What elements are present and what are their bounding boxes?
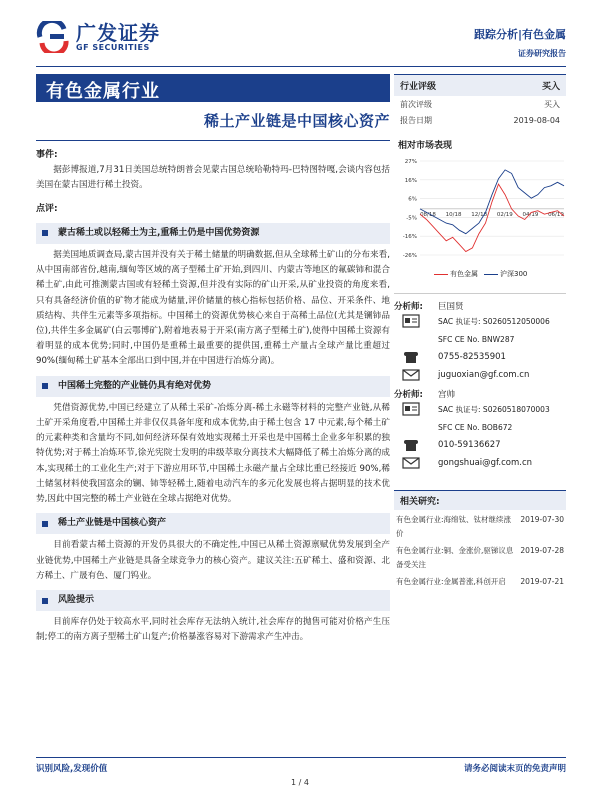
section-heading-text: 稀土产业链是中国核心资产 [58, 518, 167, 529]
related-date: 2019-07-21 [520, 577, 564, 586]
event-text: 据彭博报道,7月31日美国总统特朗普会见蒙古国总统哈勒特玛-巴特图特嘎,会谈内容包括美国在蒙古国进行稀土投资。 [36, 165, 390, 191]
section-paragraph: 目前看蒙古稀土资源的开发仍具很大的不确定性,中国已从稀土资源禀赋优势发展到全产业链优势,中国稀土产业链是具备全球竞争力的核心资产。建议关注:五矿稀土、盛和资源、北方稀土、广晟有色、厦门钨业。 [36, 540, 390, 581]
report-type: 跟踪分析|有色金属 [473, 28, 566, 41]
report-body [36, 146, 390, 646]
x-tick-label: 02/19 [496, 211, 513, 218]
gf-logo-icon [36, 21, 72, 53]
section-heading [36, 223, 390, 244]
prev-rating-value: 买入 [544, 99, 560, 109]
report-kind: 证券研究报告 [518, 49, 566, 58]
related-date: 2019-07-28 [520, 546, 564, 555]
related-title[interactable]: 有色金属行业:铜、金涨价,驱锑议息备受关注 [396, 546, 514, 569]
y-tick-label: 6% [408, 196, 417, 203]
related-title[interactable]: 有色金属行业:海绵钛、钛材继续涨价 [396, 515, 512, 538]
analyst-sac: SAC 执证号: S0260518070003 [438, 404, 550, 414]
legend-swatch [434, 274, 448, 275]
x-tick-label: 06/19 [548, 211, 564, 218]
phone-icon [398, 437, 424, 453]
section-heading [36, 513, 390, 534]
analyst-header [394, 293, 566, 312]
x-tick-label: 04/19 [522, 211, 539, 218]
market-perf-label: 相对市场表现 [398, 141, 453, 151]
section-heading-text: 风险提示 [58, 595, 95, 606]
analyst-header [394, 386, 566, 400]
analyst-phone-row [394, 436, 566, 454]
y-tick-label: -26% [402, 253, 417, 259]
comment-label: 点评: [36, 203, 58, 214]
page-title: 稀土产业链是中国核心资产 [203, 112, 390, 130]
id-card-icon [398, 313, 424, 329]
analyst-sfc-row [394, 330, 566, 348]
header-divider [36, 66, 566, 67]
analyst-email[interactable]: juguoxian@gf.com.cn [438, 370, 530, 380]
section-heading [36, 590, 390, 611]
analyst-label: 分析师: [394, 302, 423, 312]
id-card-icon [398, 401, 424, 417]
analyst-sfc: SFC CE No. BOB672 [438, 422, 513, 432]
logo-cn: 广发证券 [76, 20, 160, 45]
analyst-phone: 010-59136627 [438, 440, 501, 450]
x-tick-label: 08/18 [420, 211, 436, 218]
related-date: 2019-07-30 [520, 515, 564, 524]
analyst-name: 宫帅 [438, 390, 456, 400]
footer-slogan: 识别风险,发现价值 [36, 764, 108, 774]
mail-icon [398, 455, 424, 471]
relative-performance-chart [394, 155, 566, 283]
rating-header [394, 74, 566, 96]
bullet-square-icon [42, 598, 48, 604]
section-paragraph: 目前库存仍处于较高水平,同时社会库存无法纳入统计,社会库存的抛售可能对价格产生压制;停工的南方离子型稀土矿山复产;价格暴涨容易对下游需求产生冲击。 [36, 617, 390, 643]
report-date-label: 报告日期 [400, 115, 432, 125]
related-research-item[interactable] [394, 510, 566, 541]
analyst-sfc-row [394, 418, 566, 436]
analyst-phone: 0755-82535901 [438, 352, 506, 362]
analyst-label: 分析师: [394, 390, 423, 400]
analyst-email-row [394, 366, 566, 384]
report-date-value: 2019-08-04 [513, 115, 560, 125]
report-date-row [394, 112, 566, 128]
chart-svg [394, 155, 566, 267]
legend-item [434, 269, 478, 279]
title-divider [36, 140, 390, 141]
page-number: 1 / 4 [291, 778, 309, 787]
related-research-header: 相关研究: [394, 490, 566, 510]
phone-icon [398, 349, 424, 365]
section-heading-text: 中国稀土完整的产业链仍具有绝对优势 [58, 380, 212, 391]
bullet-square-icon [42, 521, 48, 527]
legend-item [484, 269, 527, 279]
legend-swatch [484, 274, 498, 275]
x-tick-label: 12/18 [471, 211, 488, 218]
rating-value: 买入 [541, 82, 560, 92]
chart-legend [434, 269, 527, 279]
x-tick-label: 10/18 [445, 211, 462, 218]
analyst-sfc: SFC CE No. BNW287 [438, 334, 515, 344]
report-type-block [474, 26, 566, 59]
related-title[interactable]: 有色金属行业:金属普涨,科创开启 [396, 577, 506, 586]
analyst-phone-row [394, 348, 566, 366]
footer-disclaimer[interactable]: 请务必阅读末页的免责声明 [463, 764, 566, 774]
legend-label: 有色金属 [450, 270, 478, 278]
analyst-sac-row [394, 400, 566, 418]
section-paragraph: 凭借资源优势,中国已经建立了从稀土采矿-冶炼分离-稀土永磁等材料的完整产业链,从稀土矿开采角度看,中国稀土并非仅仅具备年度和成本优势,由于稀土包含 17 中元素,每个稀土矿的元素种类和含量均不同,如何经济环保有效地实现稀土开采也是中国稀土企业多年积累的独特优势;对于稀土冶炼环节,徐光宪院士发明的串级萃取分离技术大幅降低了稀土冶炼分离的成本,实现稀土的工业化生产;对于下游应用环节,中国稀土永磁产量占全球比重已经接近 90%,稀土储氢材料使我国富余的镧、铈等轻稀土,随着电动汽车的多元化发展也将占据明显的技术优势,因此中国完整的稀土产业链在全球占据绝对优势。 [36, 402, 390, 505]
prev-rating-row [394, 96, 566, 112]
industry-banner: 有色金属行业 [36, 74, 390, 102]
section-paragraph: 据美国地质调查局,蒙古国并没有关于稀土储量的明确数据,但从全球稀土矿山的分布来看,从中国南部省份,越南,缅甸等区域的离子型稀土矿开始,到四川、内蒙古等地区的氟碳铈和混合稀土矿,由此可推测蒙古国或有轻稀土资源,但并没有实际的矿山开采,从矿业投资的角度来看,只有具备经济价值的矿物才能成为储量,评价储量的核心指标包括价格、品位、开采条件、地质结构、共伴生元素等多项指标。中国稀土的资源优势核心来自于高稀土品位(尤其是镧铈品位),共伴生多金属矿(白云鄂博矿),附着地表易于开采(南方离子型稀土矿),使得中国稀土资源有着明显的成本优势;同时,中国仍是重稀土最重要的提供国,重稀土产量占全球产量比重超过 90%(缅甸稀土矿基本全部出口到中国,并在中国进行冶炼分离)。 [36, 250, 390, 367]
legend-label: 沪深300 [500, 270, 528, 278]
bullet-square-icon [42, 383, 48, 389]
section-heading-text: 蒙古稀土或以轻稀土为主,重稀土仍是中国优势资源 [58, 227, 260, 238]
analyst-name: 巨国贤 [438, 302, 464, 312]
mail-icon [398, 367, 424, 383]
y-tick-label: 16% [404, 177, 417, 184]
bullet-square-icon [42, 230, 48, 236]
section-heading [36, 376, 390, 397]
y-tick-label: -16% [402, 234, 417, 241]
y-tick-label: -5% [406, 215, 417, 222]
y-tick-label: 27% [404, 159, 417, 165]
logo-en: GF SECURITIES [76, 42, 150, 52]
related-research-item[interactable] [394, 541, 566, 572]
prev-rating-label: 前次评级 [400, 99, 432, 109]
analyst-email-row [394, 454, 566, 472]
event-label: 事件: [36, 150, 58, 160]
footer-divider [36, 757, 566, 758]
related-research-item[interactable] [394, 572, 566, 589]
analyst-sac-row [394, 312, 566, 330]
analyst-email[interactable]: gongshuai@gf.com.cn [438, 458, 533, 468]
rating-label: 行业评级 [400, 82, 437, 92]
sidebar [394, 74, 566, 589]
company-logo [36, 20, 196, 54]
analyst-sac: SAC 执证号: S0260512050006 [438, 316, 550, 326]
